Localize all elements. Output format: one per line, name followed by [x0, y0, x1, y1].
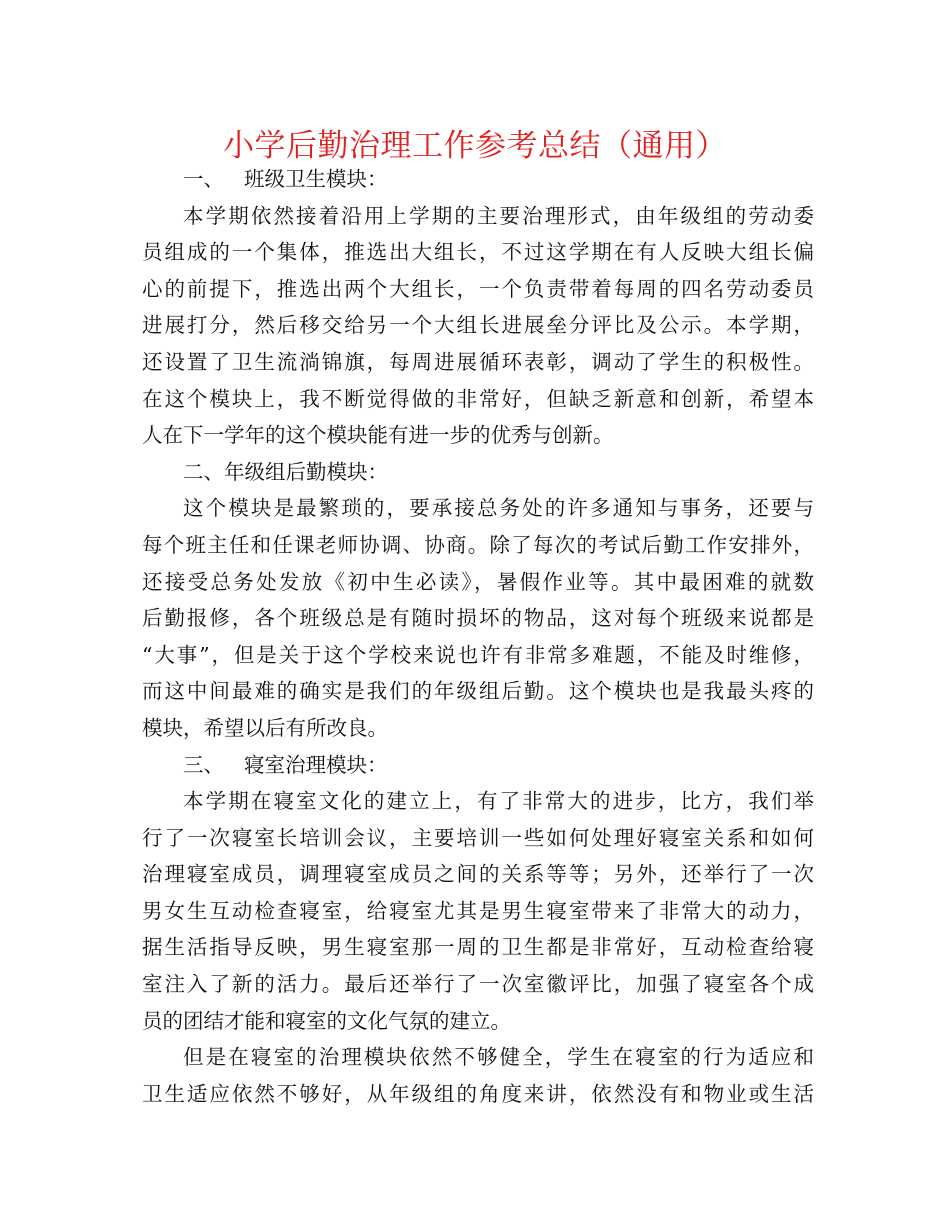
- paragraph-line: 员的团结才能和寝室的文化气氛的建立。: [142, 1008, 511, 1033]
- document-body: [142, 161, 814, 1112]
- paragraph-line: 还接受总务处发放《初中生必读》，暑假作业等。其中最困难的就数: [142, 569, 814, 594]
- paragraph-line: 卫生适应依然不够好，从年级组的角度来讲，依然没有和物业或生活: [142, 1081, 814, 1106]
- section-number: 一、: [183, 167, 224, 191]
- paragraph-line: 后勤报修，各个班级总是有随时损坏的物品，这对每个班级来说都是: [142, 606, 814, 631]
- paragraph-line: 本学期依然接着沿用上学期的主要治理形式，由年级组的劳动委: [183, 203, 814, 228]
- paragraph-line: 室注入了新的活力。最后还举行了一次室徽评比，加强了寝室各个成: [142, 972, 814, 997]
- paragraph-line: 这个模块是最繁琐的，要承接总务处的许多通知与事务，还要与: [183, 496, 814, 521]
- section-heading-text: 班级卫生模块：: [244, 167, 388, 191]
- paragraph-line: 在这个模块上，我不断觉得做的非常好，但缺乏新意和创新，希望本: [142, 386, 814, 411]
- section-heading-text: 寝室治理模块：: [244, 752, 388, 777]
- section-heading-text: 年级组后勤模块：: [224, 459, 388, 484]
- paragraph-line: 进展打分，然后移交给另一个大组长进展垒分评比及公示。本学期，: [142, 313, 814, 338]
- document-title: 小学后勤治理工作参考总结（通用）: [223, 128, 727, 164]
- paragraph-line: 人在下一学年的这个模块能有进一步的优秀与创新。: [142, 423, 614, 448]
- paragraph-line: 行了一次寝室长培训会议，主要培训一些如何处理好寝室关系和如何: [142, 825, 814, 850]
- section-number: 三、: [183, 752, 224, 777]
- paragraph-line: 据生活指导反映，男生寝室那一周的卫生都是非常好，互动检查给寝: [142, 935, 814, 960]
- section-number: 二、: [183, 459, 224, 484]
- paragraph-line: 每个班主任和任课老师协调、协商。除了每次的考试后勤工作安排外，: [142, 532, 814, 557]
- paragraph-line: 而这中间最难的确实是我们的年级组后勤。这个模块也是我最头疼的: [142, 679, 814, 704]
- section-heading: [142, 454, 814, 491]
- paragraph-line: 模块，希望以后有所改良。: [142, 715, 388, 740]
- paragraph-line: “大事”，但是关于这个学校来说也许有非常多难题，不能及时维修，: [142, 642, 814, 667]
- paragraph-line: 男女生互动检查寝室，给寝室尤其是男生寝室带来了非常大的动力，: [142, 898, 814, 923]
- paragraph-line: 员组成的一个集体，推选出大组长，不过这学期在有人反映大组长偏: [142, 240, 814, 265]
- section-heading: [142, 161, 814, 198]
- section-heading: [142, 747, 814, 784]
- paragraph-line: 还设置了卫生流淌锦旗，每周进展循环表彰，调动了学生的积极性。: [142, 349, 814, 374]
- paragraph-line: 本学期在寝室文化的建立上，有了非常大的进步，比方，我们举: [183, 789, 814, 814]
- paragraph-line: 心的前提下，推选出两个大组长，一个负责带着每周的四名劳动委员: [142, 276, 814, 301]
- paragraph-line: 但是在寝室的治理模块依然不够健全，学生在寝室的行为适应和: [183, 1045, 814, 1070]
- paragraph-line: 治理寝室成员，调理寝室成员之间的关系等等；另外，还举行了一次: [142, 862, 814, 887]
